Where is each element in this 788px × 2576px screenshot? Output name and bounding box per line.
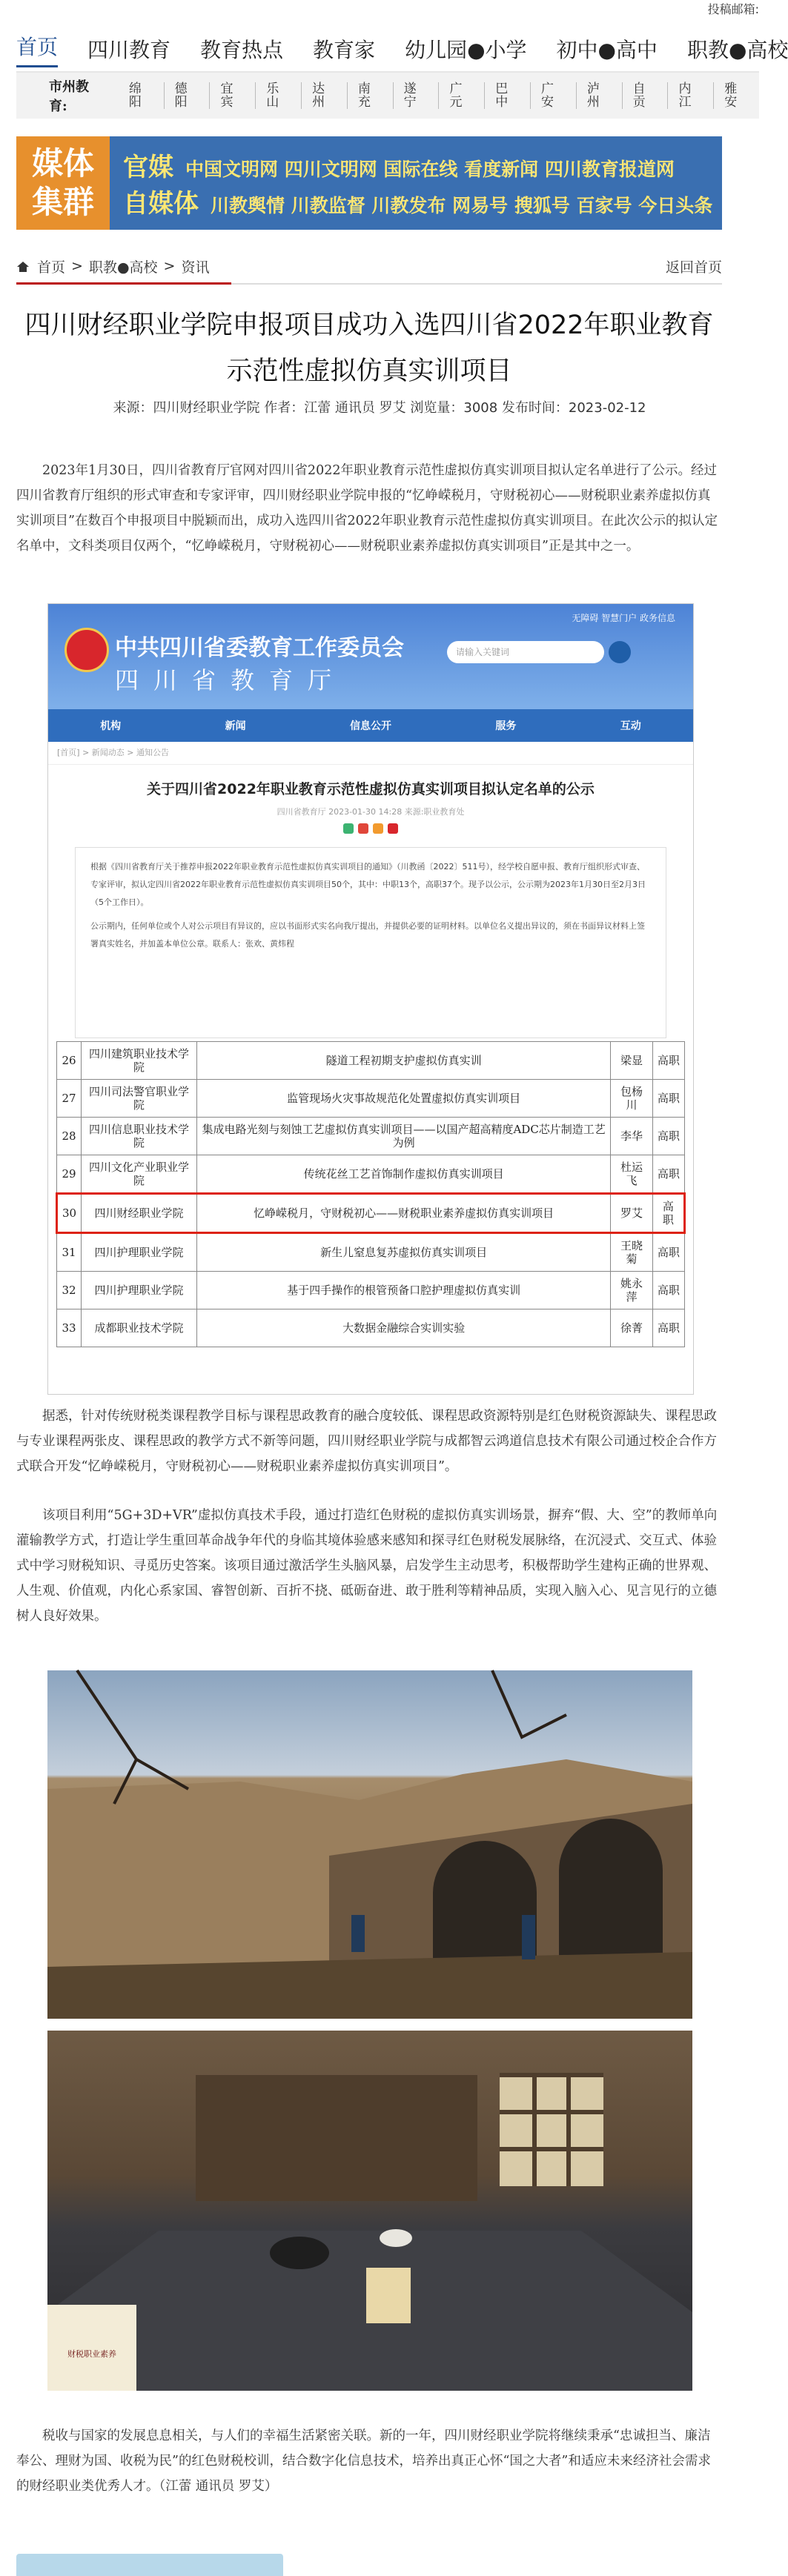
table-cell: 包杨川: [611, 1080, 652, 1118]
banner-selfmedia-head: 自媒体: [123, 189, 199, 219]
vr-scene-room-photo: [47, 2031, 692, 2391]
table-cell: 28: [57, 1118, 82, 1155]
nav-item-middle-high[interactable]: 初中●高中: [556, 38, 658, 62]
table-cell: 26: [57, 1042, 82, 1080]
contribute-email-label: 投稿邮箱:: [707, 2, 759, 16]
table-cell: 李华: [611, 1118, 652, 1155]
media-banner[interactable]: [16, 136, 722, 230]
nav-item-vocational-college[interactable]: 职教●高校: [686, 38, 788, 62]
breadcrumb-section[interactable]: 职教●高校: [88, 259, 158, 276]
share-weibo-icon: [358, 823, 368, 834]
gov-top-links: 无障碍 智慧门户 政务信息: [572, 613, 675, 623]
table-row: [57, 1233, 685, 1272]
table-row: [57, 1042, 685, 1080]
project-list-table: [56, 1041, 686, 1347]
search-icon: [609, 641, 631, 663]
table-cell: 高职: [652, 1272, 684, 1309]
city-link[interactable]: 绵阳: [119, 82, 165, 109]
table-cell: 王晓菊: [611, 1233, 652, 1272]
breadcrumb-separator: >: [71, 258, 83, 274]
photo-card-text: 财税职业素养: [67, 2349, 116, 2359]
city-link[interactable]: 雅安: [724, 82, 738, 110]
table-cell: 高职: [652, 1042, 684, 1080]
back-home-link[interactable]: 返回首页: [665, 259, 722, 276]
table-cell: 四川信息职业技术学院: [82, 1118, 197, 1155]
table-cell: 四川文化产业职业学院: [82, 1155, 197, 1194]
table-row: [57, 1272, 685, 1309]
table-cell: 四川建筑职业技术学院: [82, 1042, 197, 1080]
breadcrumb-home[interactable]: 首页: [37, 259, 66, 276]
banner-official-head: 官媒: [123, 153, 173, 182]
article-paragraph: 该项目利用“5G+3D+VR”虚拟仿真技术手段，通过打造红色财税的虚拟仿真实训场景，摒弃“假、大、空”的教师单向灌输教学方式，打造让学生重回革命战争年代的身临其境体验感来感知和探寻红色财税发展脉络，在沉浸式、交互式、体验式中学习财税知识、寻觅历史答案。该项目通过激活学生头脑风暴，启发学生主动思考，积极帮助学生建构正确的世界观、人生观、价值观，内化心系家国、睿智创新、百折不挠、砥砺奋进、敢于胜利等精神品质，实现入脑入心、见言见行的立德树人良好效果。: [16, 1508, 718, 1624]
table-cell: 四川护理职业学院: [82, 1233, 197, 1272]
gov-doc-body: [75, 847, 666, 1038]
banner-selfmedia-list: 川教舆情 川教监督 川教发布 网易号 搜狐号 百家号 今日头条: [211, 195, 713, 216]
table-cell: 新生儿窒息复苏虚拟仿真实训项目: [196, 1233, 610, 1272]
nav-item-sichuan-education[interactable]: 四川教育: [87, 38, 171, 62]
breadcrumb: [16, 249, 722, 285]
share-more-icon: [388, 823, 398, 834]
gov-menu-item: 信息公开: [349, 720, 391, 732]
main-nav: [16, 30, 788, 68]
table-cell: 29: [57, 1155, 82, 1194]
table-cell: 高职: [652, 1194, 684, 1233]
table-cell: 成都职业技术学院: [82, 1309, 197, 1347]
breadcrumb-accent: [16, 282, 231, 285]
table-cell: 四川护理职业学院: [82, 1272, 197, 1309]
city-link[interactable]: 遂宁: [394, 82, 440, 109]
article-title: 四川财经职业学院申报项目成功入选四川省2022年职业教育示范性虚拟仿真实训项目: [24, 311, 714, 386]
table-cell: 30: [57, 1194, 82, 1233]
table-cell: 徐菁: [611, 1309, 652, 1347]
nav-item-hot-topics[interactable]: 教育热点: [200, 38, 284, 62]
table-cell: 高职: [652, 1233, 684, 1272]
gov-title-1: 中共四川省委教育工作委员会: [115, 635, 404, 661]
table-cell: 基于四手操作的根管预备口腔护理虚拟仿真实训: [196, 1272, 610, 1309]
table-cell: 四川财经职业学院: [82, 1194, 197, 1233]
table-cell: 四川司法警官职业学院: [82, 1080, 197, 1118]
table-cell: 27: [57, 1080, 82, 1118]
table-cell: 高职: [652, 1309, 684, 1347]
table-cell: 忆峥嵘税月，守财税初心——财税职业素养虚拟仿真实训项目: [196, 1194, 610, 1233]
gov-doc-paragraph: 根据《四川省教育厅关于推荐申报2022年职业教育示范性虚拟仿真实训项目的通知》（川教函〔2022〕511号），经学校自愿申报、教育厅组织形式审查、专家评审，拟认定四川省2022年职业教育示范性虚拟仿真实训项目50个，其中：中职13个，高职37个。现予以公示，公示期为2023年1月30日至2月3日（5个工作日）。: [90, 862, 646, 907]
share-icons: [48, 823, 693, 834]
city-link[interactable]: 达州: [302, 82, 348, 109]
city-link[interactable]: 南充: [348, 82, 394, 109]
article-meta: 来源：四川财经职业学院 作者：江蕾 通讯员 罗艾 浏览量：3008 发布时间：2023-02-12: [113, 400, 646, 416]
article-paragraph: 2023年1月30日，四川省教育厅官网对四川省2022年职业教育示范性虚拟仿真实训项目拟认定名单进行了公示。经过四川省教育厅组织的形式审查和专家评审，四川财经职业学院申报的“忆峥嵘税月，守财税初心——财税职业素养虚拟仿真实训项目”在数百个申报项目中脱颖而出，成功入选四川省2022年职业教育示范性虚拟仿真实训项目。在此次公示的拟认定名单中，文科类项目仅两个，“忆峥嵘税月，守财税初心——财税职业素养虚拟仿真实训项目”正是其中之一。: [16, 463, 718, 554]
table-cell: 高职: [652, 1118, 684, 1155]
city-link[interactable]: 乐山: [256, 82, 302, 109]
city-link[interactable]: 广安: [531, 82, 577, 109]
table-cell: 32: [57, 1272, 82, 1309]
gov-notice-screenshot: [47, 603, 694, 1395]
table-row: [57, 1194, 685, 1233]
badge-line: 集群: [31, 184, 94, 220]
table-cell: 高职: [652, 1080, 684, 1118]
breadcrumb-separator: >: [163, 258, 176, 274]
media-cluster-badge: [16, 136, 110, 230]
city-link[interactable]: 德阳: [165, 82, 211, 109]
city-nav-label: 市州教育:: [49, 79, 89, 114]
nav-item-home[interactable]: 首页: [16, 31, 58, 67]
gov-doc-subtitle: 四川省教育厅 2023-01-30 14:28 来源:职业教育处: [277, 807, 465, 817]
city-link[interactable]: 广元: [439, 82, 485, 109]
home-icon: [16, 260, 30, 272]
badge-line: 媒体: [31, 145, 94, 182]
city-link[interactable]: 宜宾: [210, 82, 256, 109]
breadcrumb-current[interactable]: 资讯: [181, 259, 210, 276]
city-link[interactable]: 巴中: [485, 82, 531, 109]
nav-item-educators[interactable]: 教育家: [313, 38, 376, 62]
article-paragraph: 税收与国家的发展息息相关，与人们的幸福生活紧密关联。新的一年，四川财经职业学院将继续秉承“忠诚担当、廉洁奉公、理财为国、收税为民”的红色财税校训，结合数字化信息技术，培养出真正心怀“国之大者”和适应未来经济社会需求的财经职业类优秀人才。（江蕾 通讯员 罗艾）: [16, 2429, 711, 2494]
footer-bar: [16, 2554, 283, 2576]
table-cell: 罗艾: [611, 1194, 652, 1233]
table-cell: 监管现场火灾事故规范化处置虚拟仿真实训项目: [196, 1080, 610, 1118]
table-row: [57, 1118, 685, 1155]
table-cell: 梁显: [611, 1042, 652, 1080]
gov-path: [首页] > 新闻动态 > 通知公告: [48, 742, 693, 765]
table-cell: 姚永萍: [611, 1272, 652, 1309]
gov-menu-item: 服务: [495, 720, 517, 732]
article-paragraph: 据悉，针对传统财税类课程教学目标与课程思政教育的融合度较低、课程思政资源特别是红色财税资源缺失、课程思政与专业课程两张皮、课程思政的教学方式不新等问题，四川财经职业学院与成都智云鸿道信息技术有限公司通过校企合作方式联合开发“忆峥嵘税月，守财税初心——财税职业素养虚拟仿真实训项目”。: [16, 1409, 717, 1474]
city-nav: [16, 71, 759, 119]
table-cell: 杜运飞: [611, 1155, 652, 1194]
gov-menu-item: 互动: [620, 720, 641, 732]
table-cell: 大数据金融综合实训实验: [196, 1309, 610, 1347]
city-link[interactable]: 内江: [668, 82, 714, 109]
banner-official-list: 中国文明网 四川文明网 国际在线 看度新闻 四川教育报道网: [185, 159, 675, 180]
table-cell: 传统花丝工艺首饰制作虚拟仿真实训项目: [196, 1155, 610, 1194]
table-row: [57, 1155, 685, 1194]
national-emblem-icon: [64, 628, 109, 672]
share-qzone-icon: [373, 823, 383, 834]
vr-scene-cave-photo: [47, 1670, 692, 2019]
gov-header: [48, 604, 693, 709]
gov-menu-item: 机构: [100, 720, 122, 732]
gov-doc-title: 关于四川省2022年职业教育示范性虚拟仿真实训项目拟认定名单的公示: [147, 781, 595, 797]
table-row: [57, 1080, 685, 1118]
table-row: [57, 1309, 685, 1347]
table-cell: 33: [57, 1309, 82, 1347]
gov-doc-paragraph: 公示期内，任何单位或个人对公示项目有异议的，应以书面形式实名向我厅提出，并提供必要的证明材料。以单位名义提出异议的，须在书面异议材料上签署真实姓名，并加盖本单位公章。联系人：张欢、黄炜程: [90, 921, 645, 949]
nav-item-kindergarten-primary[interactable]: 幼儿园●小学: [405, 38, 527, 62]
gov-search-input: 请输入关键词: [447, 641, 604, 663]
table-cell: 31: [57, 1233, 82, 1272]
share-wechat-icon: [343, 823, 354, 834]
gov-menu: [48, 709, 693, 742]
city-link[interactable]: 自贡: [623, 82, 669, 109]
table-cell: 高职: [652, 1155, 684, 1194]
gov-menu-item: 新闻: [225, 720, 246, 732]
table-cell: 隧道工程初期支护虚拟仿真实训: [196, 1042, 610, 1080]
gov-title-2: 四川省教育厅: [115, 666, 347, 694]
city-link[interactable]: 泸州: [577, 82, 623, 109]
table-cell: 集成电路光刻与刻蚀工艺虚拟仿真实训项目——以国产超高精度ADC芯片制造工艺为例: [196, 1118, 610, 1155]
